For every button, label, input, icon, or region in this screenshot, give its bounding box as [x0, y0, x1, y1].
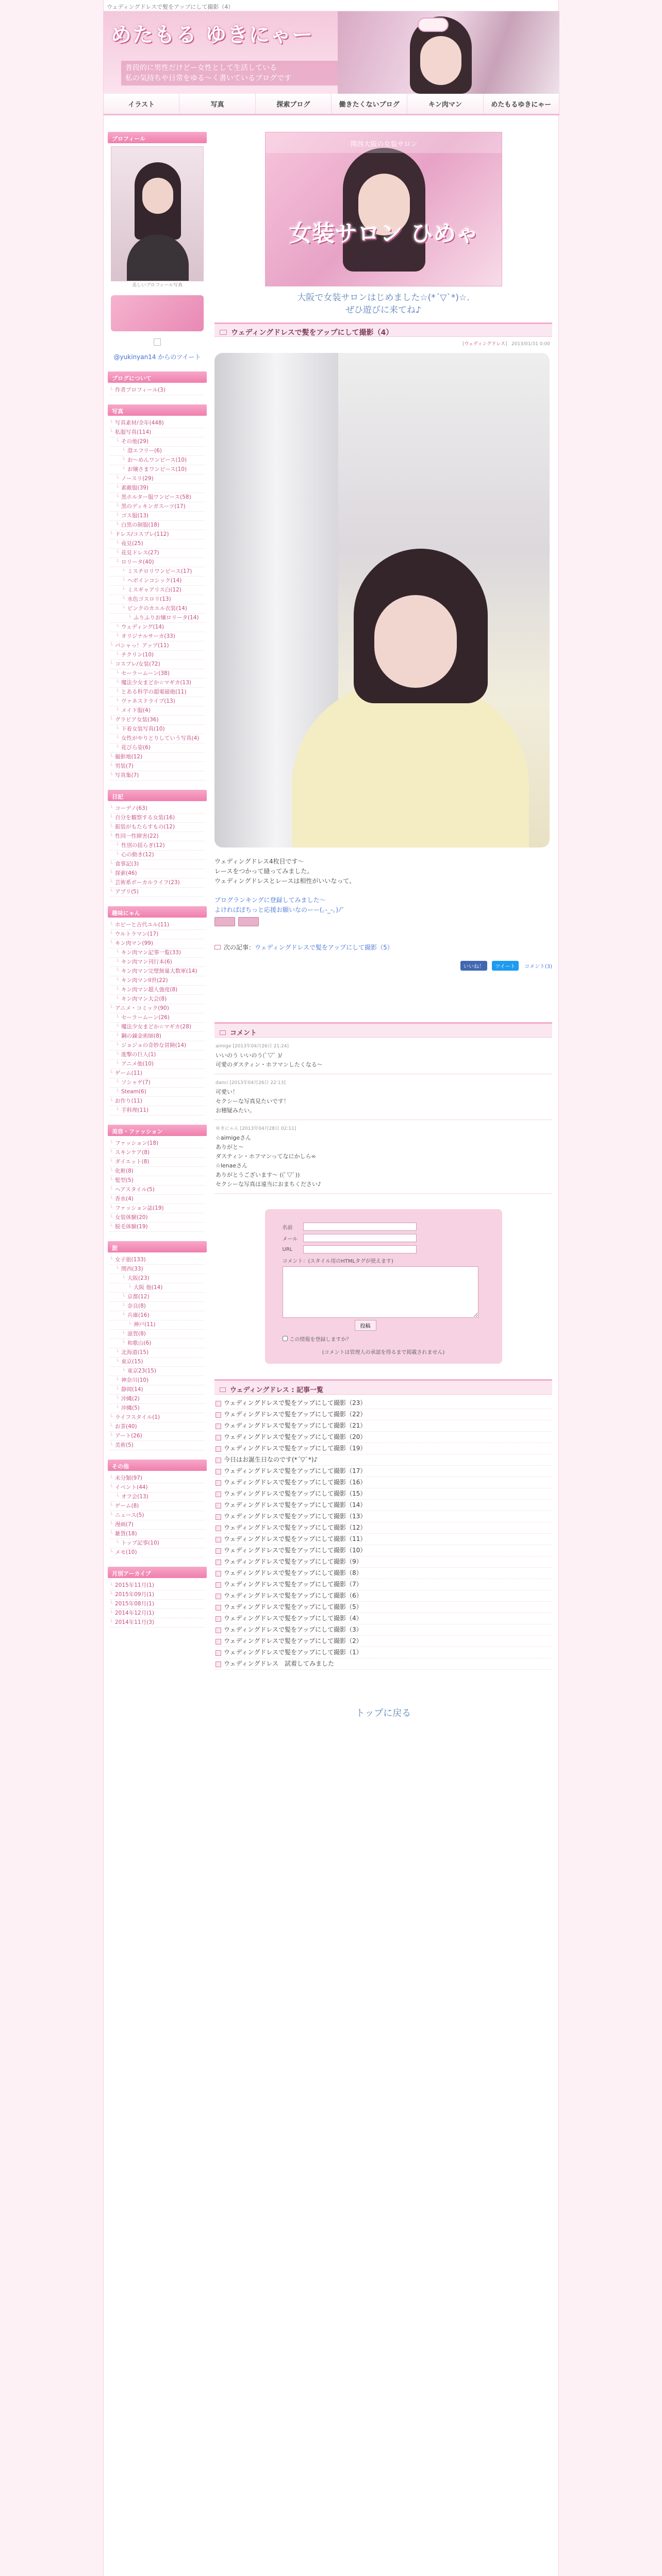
- next-entry-link[interactable]: ウェディングドレスで髪をアップにして撮影（5）: [255, 944, 393, 951]
- entry-text: レースをつかって縫ってみました。: [214, 868, 313, 875]
- category-link[interactable]: └ ヴァネスドライブ(13): [110, 697, 205, 706]
- category-link[interactable]: └ 花びら姿(6): [110, 743, 205, 753]
- category-link[interactable]: └ 写真集(7): [110, 771, 205, 781]
- category-link[interactable]: └ 神戸(11): [110, 1320, 205, 1330]
- name-label: 名前: [282, 1225, 293, 1231]
- category-link[interactable]: └ アニメ・コミック(90): [110, 1004, 205, 1013]
- sidebar-heading: 旅: [108, 1241, 207, 1252]
- category-link[interactable]: └ コスプレ/女装(72): [110, 660, 205, 669]
- entry-text: ウェディングドレスとレースは相性がいいなって。: [214, 877, 356, 885]
- category-link[interactable]: └ お茶(40): [110, 1422, 205, 1432]
- category-link[interactable]: └ セーラームーン(26): [110, 1013, 205, 1023]
- category-link[interactable]: └ キン肉マン超人強度(8): [110, 986, 205, 995]
- category-link[interactable]: └ 女性がやりとりしていう写真(4): [110, 734, 205, 743]
- related-entry-link[interactable]: ウェディングドレスで髪をアップにして撮影（19）: [214, 1443, 552, 1454]
- category-link[interactable]: └ 2015年09月(1): [110, 1590, 205, 1600]
- category-link[interactable]: └ 男装(7): [110, 762, 205, 771]
- category-link[interactable]: └ ニュース(5): [110, 1511, 205, 1520]
- category-link[interactable]: └ キン肉マン完璧無量大数軍(14): [110, 967, 205, 976]
- entry-title-bar: [214, 323, 552, 337]
- banner-top-text: 関西大阪の女装サロン: [266, 132, 502, 153]
- category-link[interactable]: └ 脱毛体験(19): [110, 1223, 205, 1232]
- next-entry: [214, 943, 552, 952]
- ranking-banner[interactable]: [214, 917, 235, 926]
- comment-list: [214, 1038, 552, 1194]
- comment-text: セクシーな写真は遠当におまちください♪: [216, 1181, 322, 1188]
- envelope-icon: [220, 330, 227, 335]
- related-entry-link[interactable]: ウェディングドレスで髪をアップにして撮影（22）: [214, 1409, 552, 1420]
- comment-text: お稽疑みたい。: [216, 1107, 255, 1114]
- comment-textarea[interactable]: [283, 1266, 478, 1318]
- category-link[interactable]: └ キン肉マン刊行本(6): [110, 958, 205, 967]
- related-entry-link[interactable]: ウェディングドレスで髪をアップにして撮影（10）: [214, 1545, 552, 1556]
- related-entry-link[interactable]: ウェディングドレスで髪をアップにして撮影（11）: [214, 1534, 552, 1545]
- category-link[interactable]: └ 化粧(8): [110, 1167, 205, 1176]
- nav-item-explore[interactable]: 探索ブログ: [256, 94, 332, 114]
- comment-item: [214, 1120, 552, 1194]
- entry-text: ウェディングドレス4枚目です～: [214, 858, 304, 865]
- site-description: [121, 61, 338, 86]
- category-link[interactable]: └ 下着女装写真(10): [110, 725, 205, 734]
- sidebar-section: [108, 906, 207, 1118]
- category-link[interactable]: └ 美術(5): [110, 1441, 205, 1450]
- category-link[interactable]: └ 滋賀(8): [110, 1330, 205, 1339]
- related-entry-link[interactable]: ウェディングドレスで髪をアップにして撮影（4）: [214, 1613, 552, 1624]
- comment-text: ☆lenaeさん: [216, 1162, 248, 1169]
- comments-heading: [214, 1022, 552, 1038]
- envelope-icon: [214, 945, 221, 950]
- nav-item-photo[interactable]: 写真: [179, 94, 255, 114]
- related-entry-link[interactable]: 今日はお誕生日なのです(*´▽`*)♪: [214, 1454, 552, 1466]
- category-link[interactable]: └ 白黒の制服(18): [110, 521, 205, 530]
- category-link[interactable]: └ 撮影地(12): [110, 753, 205, 762]
- related-entry-link[interactable]: ウェディングドレスで髪をアップにして撮影（12）: [214, 1522, 552, 1534]
- category-link[interactable]: └ お作り(11): [110, 1097, 205, 1106]
- nav-item-nowork[interactable]: 働きたくないブログ: [332, 94, 407, 114]
- sidebar-heading: 日記: [108, 790, 207, 801]
- category-link[interactable]: └ 兵庫(16): [110, 1311, 205, 1320]
- back-to-top-link[interactable]: トップに戻る: [355, 1708, 411, 1719]
- banner-caption-line: ぜひ遊びに来てね♪: [345, 305, 421, 315]
- profile-photo[interactable]: [111, 146, 204, 281]
- related-entry-link[interactable]: ウェディングドレスで髪をアップにして撮影（9）: [214, 1556, 552, 1568]
- category-link[interactable]: └ 夜見(25): [110, 539, 205, 549]
- category-link[interactable]: └ ファッション(18): [110, 1139, 205, 1148]
- category-link[interactable]: └ 関西(33): [110, 1265, 205, 1274]
- sidebar: [108, 132, 207, 1637]
- site-header[interactable]: [104, 11, 559, 94]
- ranking-banner[interactable]: [238, 917, 259, 926]
- category-link[interactable]: └ グラビア女装(36): [110, 716, 205, 725]
- related-list: [214, 1398, 552, 1670]
- sidebar-section: [108, 790, 207, 900]
- nav-item-illust[interactable]: イラスト: [104, 94, 179, 114]
- related-entry-link[interactable]: ウェディングドレスで髪をアップにして撮影（5）: [214, 1602, 552, 1613]
- global-nav: [104, 94, 559, 115]
- category-link[interactable]: └ キン肉マン(99): [110, 939, 205, 948]
- comment-text: セクシーな写真見たいです！: [216, 1098, 289, 1105]
- related-heading: [214, 1379, 552, 1395]
- category-link[interactable]: └ 2014年12月(1): [110, 1609, 205, 1618]
- category-link[interactable]: └ 魔法少女まどか☆マギカ(13): [110, 679, 205, 688]
- ranking-link[interactable]: ブログランキングに登録してみました～: [214, 896, 326, 904]
- category-link[interactable]: └ 髪型(5): [110, 1176, 205, 1185]
- category-link[interactable]: └ アニメ他(10): [110, 1060, 205, 1069]
- comment-count-link[interactable]: コメント(3): [524, 964, 552, 970]
- category-link[interactable]: └ 東京23(15): [110, 1367, 205, 1376]
- url-label: URL: [282, 1246, 293, 1252]
- category-link[interactable]: └ イベント(44): [110, 1483, 205, 1493]
- salon-banner[interactable]: [265, 132, 502, 286]
- category-link[interactable]: └ 沖縄(5): [110, 1404, 205, 1413]
- submit-button[interactable]: 投稿: [355, 1320, 376, 1331]
- category-link[interactable]: └ キン肉マン大会(8): [110, 995, 205, 1004]
- entry-photo[interactable]: [214, 353, 550, 848]
- category-link[interactable]: └ 探索(46): [110, 869, 205, 878]
- category-link[interactable]: └ ノースリ(29): [110, 474, 205, 484]
- category-link[interactable]: └ 奈良(8): [110, 1302, 205, 1311]
- category-link[interactable]: └ 静岡(14): [110, 1385, 205, 1395]
- category-tree: [108, 383, 207, 398]
- category-link[interactable]: └ その他(29): [110, 437, 205, 447]
- comment-meta: ゆきにゃん [2013年04月28日 02:11]: [216, 1126, 296, 1131]
- category-link[interactable]: └ 大阪 他(14): [110, 1283, 205, 1293]
- category-link[interactable]: └ 澄エフリー(6): [110, 447, 205, 456]
- category-link[interactable]: └ セーラームーン(38): [110, 669, 205, 679]
- category-link[interactable]: └ 京都(12): [110, 1293, 205, 1302]
- comments-heading-text: コメント: [230, 1029, 257, 1037]
- category-link[interactable]: └ アプリ(5): [110, 888, 205, 897]
- category-link[interactable]: └ 2015年11月(1): [110, 1581, 205, 1590]
- next-entry-prefix: 次の記事：: [224, 944, 255, 951]
- category-link[interactable]: └ 女子旅(133): [110, 1256, 205, 1265]
- sidebar-section: [108, 1125, 207, 1235]
- mail-input[interactable]: [303, 1234, 417, 1242]
- header-photo: [338, 11, 559, 94]
- category-link[interactable]: └ スキンケア(8): [110, 1148, 205, 1158]
- name-input[interactable]: [303, 1223, 417, 1231]
- category-link[interactable]: └ 性同一性障害(22): [110, 832, 205, 841]
- comment-text: ありがと～: [216, 1144, 244, 1150]
- sidebar-heading: 写真: [108, 404, 207, 416]
- category-link[interactable]: └ 自分を観察する女装(16): [110, 814, 205, 823]
- sidebar-section: [108, 1460, 207, 1561]
- category-link[interactable]: └ 振装がもたらすもの(12): [110, 823, 205, 832]
- sidebar-section: [108, 371, 207, 398]
- comment-meta: danci [2013年04月26日 22:13]: [216, 1080, 286, 1086]
- entry-body: [214, 857, 552, 929]
- related-entry-link[interactable]: ウェディングドレスで髪をアップにして撮影（3）: [214, 1624, 552, 1636]
- mail-label: メール: [282, 1236, 298, 1242]
- like-button[interactable]: いいね！: [460, 961, 487, 971]
- category-link[interactable]: └ 私服写真(114): [110, 428, 205, 437]
- category-link[interactable]: └ 手料理(11): [110, 1106, 205, 1115]
- comment-text: 可愛のダスティン・ホフマンしたくなる～: [216, 1061, 323, 1068]
- related-entry-link[interactable]: ウェディングドレスで髪をアップにして撮影（1）: [214, 1647, 552, 1658]
- main-content: [214, 132, 552, 1719]
- category-link[interactable]: └ 東京(15): [110, 1358, 205, 1367]
- category-link[interactable]: └ 魔法少女まどか☆マギカ(28): [110, 1023, 205, 1032]
- related-heading-text: ウェディングドレス : 記事一覧: [230, 1386, 324, 1394]
- category-link[interactable]: └ ライフスタイル(1): [110, 1413, 205, 1422]
- category-link[interactable]: └ Steam(6): [110, 1088, 205, 1097]
- related-entry-link[interactable]: ウェディングドレスで髪をアップにして撮影（21）: [214, 1420, 552, 1432]
- image-placeholder-icon: [154, 338, 161, 346]
- category-tree: [108, 801, 207, 900]
- comment-item: [214, 1038, 552, 1074]
- related-entry-link[interactable]: ウェディングドレス 試着してみました: [214, 1658, 552, 1670]
- category-link[interactable]: └ ゴス服(13): [110, 512, 205, 521]
- category-link[interactable]: └ 女装体験(20): [110, 1213, 205, 1223]
- top-breadcrumb: ウェディングドレスで髪をアップにして撮影（4）: [104, 0, 558, 11]
- category-link[interactable]: └ キン肉マンII世(22): [110, 976, 205, 986]
- category-tree: [108, 416, 207, 784]
- related-entry-link[interactable]: ウェディングドレスで髪をアップにして撮影（2）: [214, 1636, 552, 1647]
- category-link[interactable]: └ 写真素材/全年(448): [110, 419, 205, 428]
- category-link[interactable]: └ オフ会(13): [110, 1493, 205, 1502]
- category-link[interactable]: └ メモ(10): [110, 1548, 205, 1557]
- url-input[interactable]: [303, 1245, 417, 1253]
- envelope-icon: [220, 1030, 226, 1035]
- twitter-link[interactable]: @yukinyan14 からのツイート: [113, 353, 201, 361]
- banner-caption-line: 大阪で女装サロンはじめました☆(*´▽`*)☆.: [297, 293, 470, 303]
- category-link[interactable]: └ 食事記(3): [110, 860, 205, 869]
- related-entry-link[interactable]: ウェディングドレスで髪をアップにして撮影（8）: [214, 1568, 552, 1579]
- sidebar-section: [108, 1567, 207, 1631]
- envelope-icon: [220, 1387, 226, 1392]
- comment-text: 可愛い！: [216, 1089, 238, 1095]
- category-link[interactable]: └ ミスギャアリス白(12): [110, 586, 205, 595]
- category-tree: [108, 1471, 207, 1561]
- nav-item-metamoru[interactable]: めたもるゆきにゃー: [484, 94, 559, 114]
- category-link[interactable]: └ 2014年11月(3): [110, 1618, 205, 1628]
- category-link[interactable]: └ ヘボインコシック(14): [110, 577, 205, 586]
- sidebar-categories: [108, 371, 207, 1631]
- category-link[interactable]: └ 素敵服(39): [110, 484, 205, 493]
- category-link[interactable]: └ お嬢さまワンピース(10): [110, 465, 205, 474]
- social-buttons: [214, 961, 552, 971]
- sidebar-heading: 趣味にゃん: [108, 906, 207, 918]
- category-link[interactable]: └ 未分類(97): [110, 1474, 205, 1483]
- category-link[interactable]: └ アート(26): [110, 1432, 205, 1441]
- comment-meta: aimige [2013年04月26日 21:24]: [216, 1044, 289, 1049]
- comment-label: コメント：(スタイル用のHTMLタグが使えます): [282, 1259, 393, 1264]
- sidebar-heading: 月別アーカイブ: [108, 1567, 207, 1578]
- comment-form: [265, 1209, 502, 1364]
- category-link[interactable]: └ ウルトラマン(17): [110, 930, 205, 939]
- category-link[interactable]: └ ドレス/コスプレ(112): [110, 530, 205, 539]
- category-link[interactable]: └ コーデノ(63): [110, 804, 205, 814]
- related-entry-link[interactable]: ウェディングドレスで髪をアップにして撮影（6）: [214, 1590, 552, 1602]
- sidebar-heading: 美容・ファッション: [108, 1125, 207, 1136]
- comment-text: ☆aimigeさん: [216, 1134, 252, 1141]
- category-link[interactable]: └ 水色ゴスロリ(13): [110, 595, 205, 604]
- category-link[interactable]: └ ダイエット(8): [110, 1158, 205, 1167]
- category-link[interactable]: └ ジョジョの奇妙な冒険(14): [110, 1041, 205, 1050]
- related-entry-link[interactable]: ウェディングドレスで髪をアップにして撮影（23）: [214, 1398, 552, 1409]
- entry-category-link[interactable]: ウェディングドレス: [464, 342, 505, 347]
- ranking-text: よければぽちっと応援お願いなのーー(｡-_-｡)ﾉ″: [214, 906, 344, 913]
- category-link[interactable]: └ 沖縄(2): [110, 1395, 205, 1404]
- sidebar-heading: プロフィール: [108, 132, 207, 143]
- entry-meta: [ウェディングドレス] 2013/01/31 0:00: [462, 342, 550, 347]
- category-link[interactable]: └ 黒のディキンガスーツ(17): [110, 502, 205, 512]
- related-entry-link[interactable]: ウェディングドレスで髪をアップにして撮影（16）: [214, 1477, 552, 1488]
- category-link[interactable]: └ オリジナルサーカ(33): [110, 632, 205, 641]
- category-link[interactable]: └ ヘアスタイル(5): [110, 1185, 205, 1195]
- category-link[interactable]: └ メイド服(4): [110, 706, 205, 716]
- tweet-button[interactable]: ツイート: [492, 961, 519, 971]
- category-link[interactable]: └ 鋼の錬金術師(8): [110, 1032, 205, 1041]
- remember-label: この情報を登録しますか？: [289, 1337, 352, 1343]
- sidebar-section: [108, 404, 207, 784]
- nav-item-kinnikuman[interactable]: キン肉マン: [407, 94, 483, 114]
- category-link[interactable]: └ 花見ドレス(27): [110, 549, 205, 558]
- category-link[interactable]: └ 性別の揺らぎ(12): [110, 841, 205, 851]
- category-link[interactable]: └ ファッション誌(19): [110, 1204, 205, 1213]
- category-link[interactable]: └ ミスチロリワンピース(17): [110, 567, 205, 577]
- category-link[interactable]: └ 和歌山(6): [110, 1339, 205, 1348]
- category-link[interactable]: └ 香水(4): [110, 1195, 205, 1204]
- category-link[interactable]: └ 北海道(15): [110, 1348, 205, 1358]
- banner-caption[interactable]: [214, 292, 552, 316]
- category-link[interactable]: └ トップ記事(10): [110, 1539, 205, 1548]
- site-title[interactable]: めたもる ゆきにゃー: [111, 23, 314, 47]
- category-link[interactable]: └ 雑貨(18): [110, 1530, 205, 1539]
- entry-title[interactable]: ウェディングドレスで髪をアップにして撮影（4）: [231, 329, 393, 337]
- category-link[interactable]: └ お～めんワンピース(10): [110, 456, 205, 465]
- comment-item: [214, 1074, 552, 1120]
- banner-salon-name: 女装サロン ひめゃ: [289, 221, 478, 247]
- category-tree: [108, 918, 207, 1118]
- sidebar-section: [108, 1241, 207, 1453]
- category-link[interactable]: └ 黒ホルター服ワンピース(58): [110, 493, 205, 502]
- entry-date: 2013/01/31 0:00: [511, 342, 550, 347]
- category-link[interactable]: └ ホビーと古代ユル(11): [110, 921, 205, 930]
- category-link[interactable]: └ ピンクのカエル衣装(14): [110, 604, 205, 614]
- page-container: [103, 0, 559, 2576]
- category-tree: [108, 1252, 207, 1453]
- related-entry-link[interactable]: ウェディングドレスで髪をアップにして撮影（13）: [214, 1511, 552, 1522]
- category-link[interactable]: └ 漫画(7): [110, 1520, 205, 1530]
- approval-note: (コメントは管理人の承認を得るまで掲載されません): [322, 1350, 445, 1355]
- related-entry-link[interactable]: ウェディングドレスで髪をアップにして撮影（14）: [214, 1500, 552, 1511]
- category-tree: [108, 1136, 207, 1235]
- related-entry-link[interactable]: ウェディングドレスで髪をアップにして撮影（17）: [214, 1466, 552, 1477]
- site-desc-line: 私の気持ちや日常をゆる～く書いているブログです: [125, 74, 291, 82]
- category-tree: [108, 1578, 207, 1631]
- remember-checkbox[interactable]: [283, 1336, 288, 1341]
- category-link[interactable]: └ ふりふりお嬢ロリータ(14): [110, 614, 205, 623]
- comment-text: ありがとうございます～ ((ﾟ▽ﾟ)): [216, 1172, 300, 1178]
- category-link[interactable]: └ ゲーム(8): [110, 1502, 205, 1511]
- related-entry-link[interactable]: ウェディングドレスで髪をアップにして撮影（15）: [214, 1488, 552, 1500]
- salon-mini-banner[interactable]: [111, 295, 204, 331]
- category-link[interactable]: └ ソシャゲ(7): [110, 1078, 205, 1088]
- category-link[interactable]: └ 2015年08月(1): [110, 1600, 205, 1609]
- comment-text: いいのう いいのう(ﾟ▽ﾟ )/: [216, 1052, 282, 1059]
- category-link[interactable]: └ チクリン(10): [110, 651, 205, 660]
- category-link[interactable]: └ 進撃の巨人(1): [110, 1050, 205, 1060]
- category-link[interactable]: └ ロリータ(40): [110, 558, 205, 567]
- related-entry-link[interactable]: ウェディングドレスで髪をアップにして撮影（7）: [214, 1579, 552, 1590]
- category-link[interactable]: └ とある科学の超電磁砲(11): [110, 688, 205, 697]
- category-link[interactable]: └ ウェディング(14): [110, 623, 205, 632]
- category-link[interactable]: └ 作者プロフィール(3): [110, 386, 205, 395]
- category-link[interactable]: └ 心の動き(12): [110, 851, 205, 860]
- profile-caption: 美しいプロフィール写真: [131, 283, 183, 288]
- category-link[interactable]: └ パシャっ！アップ(11): [110, 641, 205, 651]
- comment-text: ダスティン・ホフマンってなにかしら∞: [216, 1153, 316, 1160]
- category-link[interactable]: └ 大阪(23): [110, 1274, 205, 1283]
- sidebar-heading: その他: [108, 1460, 207, 1471]
- profile-box: [108, 132, 207, 365]
- site-desc-line: 普段的に男性だけどー女性として生活している: [125, 64, 277, 72]
- sidebar-heading: ブログについて: [108, 371, 207, 383]
- category-link[interactable]: └ キン肉マン記事一覧(33): [110, 948, 205, 958]
- related-entry-link[interactable]: ウェディングドレスで髪をアップにして撮影（20）: [214, 1432, 552, 1443]
- category-link[interactable]: └ ゲーム(11): [110, 1069, 205, 1078]
- category-link[interactable]: └ 芸術系ボーカルライフ(23): [110, 878, 205, 888]
- category-link[interactable]: └ 神奈川(10): [110, 1376, 205, 1385]
